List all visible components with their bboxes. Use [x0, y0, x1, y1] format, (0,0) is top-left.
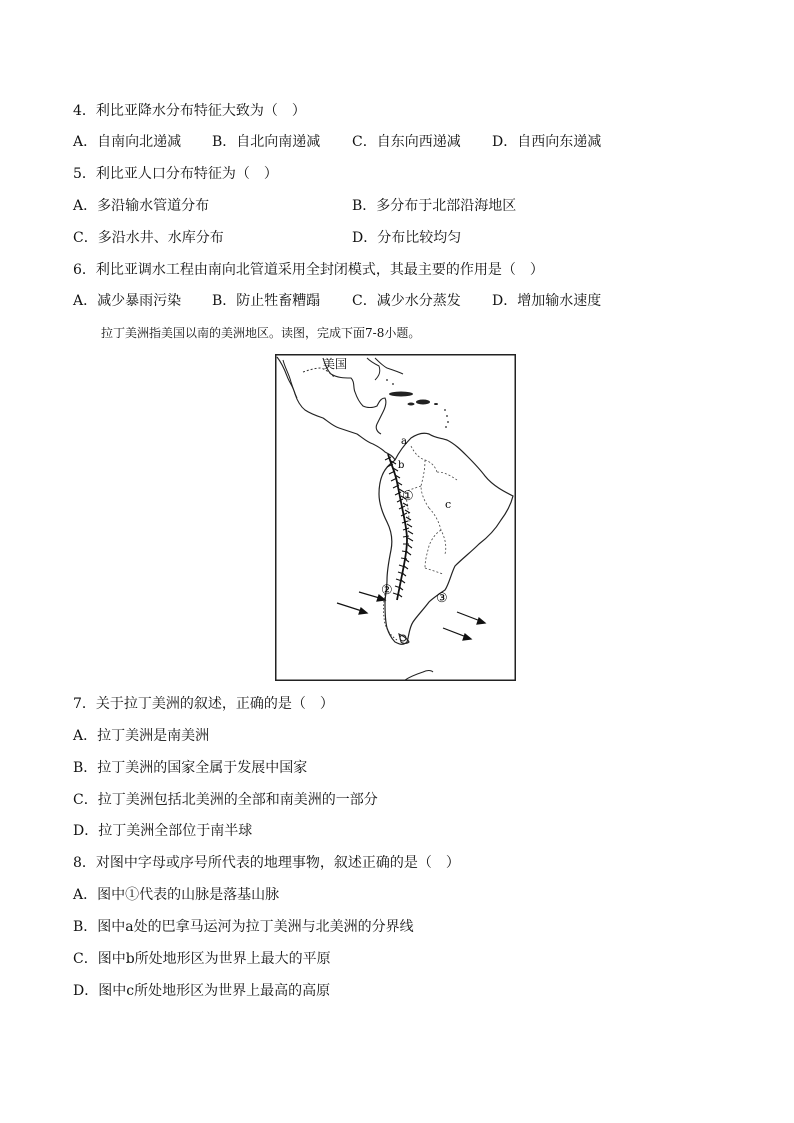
- label-usa: 美国: [323, 357, 348, 371]
- hispaniola-island: [416, 400, 430, 405]
- latin-america-map: [275, 354, 516, 681]
- map-intro-text: 拉丁美洲指美国以南的美洲地区。读图，完成下面7-8小题。: [101, 326, 421, 340]
- question-6-option-d: D．增加输水速度: [492, 293, 602, 309]
- label-c: c: [445, 498, 452, 511]
- question-8-option-d: D．图中c所处地形区为世界上最高的高原: [73, 983, 331, 999]
- question-7-option-b: B．拉丁美洲的国家全属于发展中国家: [73, 760, 308, 776]
- question-4-stem: 4．利比亚降水分布特征大致为（ ）: [73, 103, 306, 119]
- question-7-option-d: D．拉丁美洲全部位于南半球: [73, 823, 253, 839]
- map-frame: [276, 355, 516, 681]
- label-a: a: [401, 436, 407, 447]
- question-5-stem: 5．利比亚人口分布特征为（ ）: [73, 166, 278, 182]
- marker-3: ③: [436, 591, 448, 606]
- question-5-option-d: D．分布比较均匀: [352, 230, 462, 246]
- question-8-stem: 8．对图中字母或序号所代表的地理事物，叙述正确的是（ ）: [73, 855, 460, 871]
- label-b: b: [398, 460, 405, 471]
- question-6-stem: 6．利比亚调水工程由南向北管道采用全封闭模式，其最主要的作用是（ ）: [73, 262, 544, 278]
- question-5-option-a: A．多沿输水管道分布: [73, 198, 210, 214]
- question-5-option-c: C．多沿水井、水库分布: [73, 230, 224, 246]
- question-6-option-a: A．减少暴雨污染: [73, 293, 182, 309]
- question-7-option-a: A．拉丁美洲是南美洲: [73, 728, 210, 744]
- question-4-option-c: C．自东向西递减: [352, 134, 461, 150]
- question-8-option-c: C．图中b所处地形区为世界上最大的平原: [73, 951, 331, 967]
- question-7-option-c: C．拉丁美洲包括北美洲的全部和南美洲的一部分: [73, 792, 378, 808]
- cuba-island: [389, 392, 413, 397]
- jamaica-island: [408, 403, 415, 406]
- marker-1: ①: [402, 489, 414, 504]
- puerto-rico-island: [434, 403, 438, 405]
- question-4-option-d: D．自西向东递减: [492, 134, 602, 150]
- question-5-option-b: B．多分布于北部沿海地区: [352, 198, 517, 214]
- question-4-option-b: B．自北向南递减: [212, 134, 321, 150]
- question-6-option-b: B．防止牲畜糟蹋: [212, 293, 321, 309]
- question-8-option-b: B．图中a处的巴拿马运河为拉丁美洲与北美洲的分界线: [73, 919, 414, 935]
- question-4-option-a: A．自南向北递减: [73, 134, 182, 150]
- question-6-option-c: C．减少水分蒸发: [352, 293, 461, 309]
- marker-2: ②: [381, 583, 393, 598]
- question-8-option-a: A．图中①代表的山脉是落基山脉: [73, 887, 280, 903]
- question-7-stem: 7．关于拉丁美洲的叙述，正确的是（ ）: [73, 696, 334, 712]
